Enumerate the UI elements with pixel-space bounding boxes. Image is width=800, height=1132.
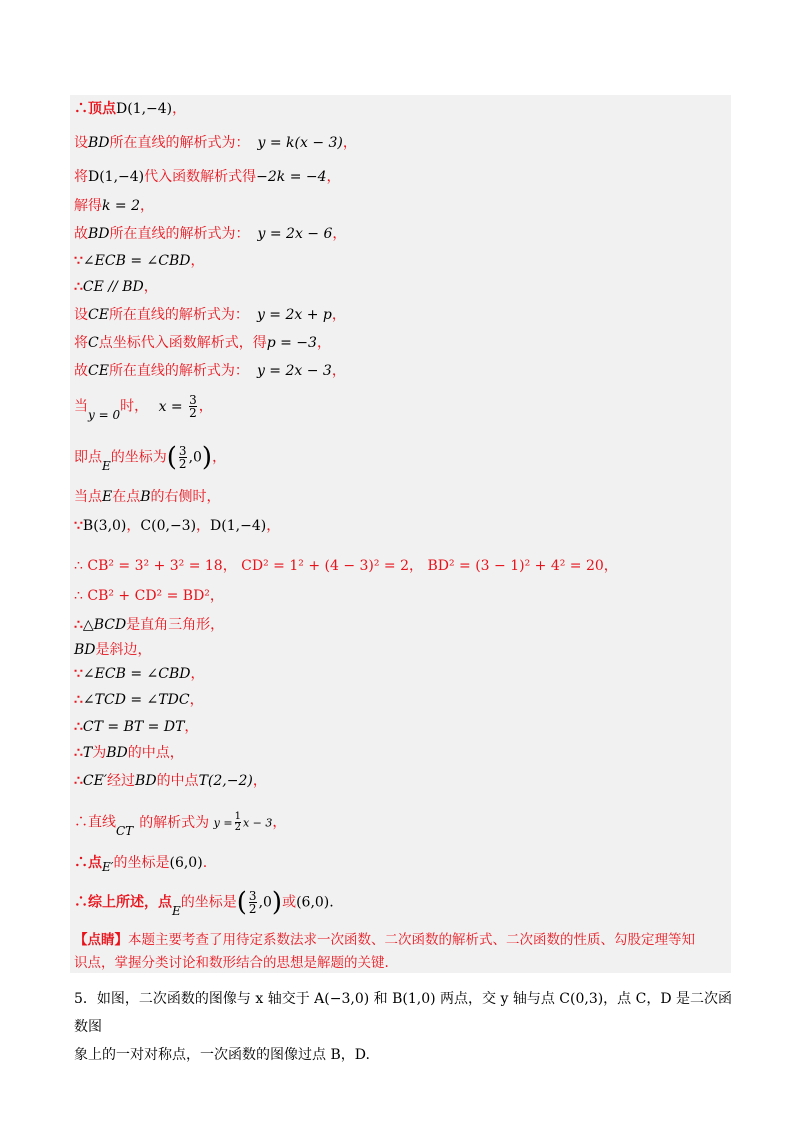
solution-line: ∴CE′经过BD的中点T(2,−2)， xyxy=(74,773,267,789)
fraction: $\frac{3}{2}$ xyxy=(178,444,187,471)
equation-line: ∴ CB² + CD² = BD²， xyxy=(74,588,224,604)
solution-line: ∴综上所述，点E的坐标是( $\frac{3}{2}$ ,0)或(6,0). xyxy=(74,887,334,918)
question-line: 象上的一对对称点，一次函数的图像过点 B，D. xyxy=(74,1047,370,1063)
solution-line: 当点E在点B的右侧时， xyxy=(74,489,221,505)
solution-line: 即点E的坐标为( $\frac{3}{2}$ ,0)， xyxy=(74,442,227,473)
solution-line: ∴顶点D(1,−4)， xyxy=(74,101,187,117)
question-5 xyxy=(74,985,734,1069)
solution-line: BD是斜边， xyxy=(74,642,152,658)
solution-line: ∴点E′的坐标是(6,0). xyxy=(74,855,208,874)
solution-line: 将D(1,−4)代入函数解析式得−2k = −4， xyxy=(74,169,341,185)
question-line: 5．如图，二次函数的图像与 x 轴交于 A(−3,0) 和 B(1,0) 两点，交 y 轴与点 C(0,3)，点 C，D 是二次函数图 xyxy=(74,991,733,1035)
solution-line: ∵B(3,0)，C(0,−3)，D(1,−4)， xyxy=(74,518,281,534)
solution-line: ∴CE // BD， xyxy=(74,279,158,295)
comment-line: 识点，掌握分类讨论和数形结合的思想是解题的关键. xyxy=(74,955,389,971)
fraction: $\frac{3}{2}$ xyxy=(248,889,257,916)
fraction: $\frac{3}{2}$ xyxy=(189,393,197,420)
equation-line: ∴ CB² = 3² + 3² = 18， CD² = 1² + (4 − 3)² = 2， BD² = (3 − 1)² + 4² = 20， xyxy=(74,558,618,574)
solution-line: 将C点坐标代入函数解析式，得p = −3， xyxy=(74,335,331,351)
fraction: $\frac{1}{2}$ xyxy=(234,811,241,833)
solution-line: ∴∠TCD = ∠TDC， xyxy=(74,692,204,708)
solution-line: 设CE所在直线的解析式为： y = 2x + p， xyxy=(74,307,346,323)
solution-line: ∴△BCD是直角三角形， xyxy=(74,617,225,633)
solution-line: ∵∠ECB = ∠CBD， xyxy=(74,666,205,682)
comment-line: 【点睛】本题主要考查了用待定系数法求一次函数、二次函数的解析式、二次函数的性质、勾股定理等知 xyxy=(74,932,695,948)
solution-line: 解得k = 2， xyxy=(74,198,155,214)
solution-line: ∴T为BD的中点， xyxy=(74,745,184,761)
solution-line: 当y = 0时， x = $\frac{3}{2}$ ， xyxy=(74,393,213,422)
solution-line: ∴CT = BT = DT， xyxy=(74,719,199,735)
solution-line: ∴直线CT 的解析式为 y = $\frac{1}{2}$ x − 3， xyxy=(74,811,287,838)
solution-line: 故CE所在直线的解析式为： y = 2x − 3， xyxy=(74,363,346,379)
solution-line: ∵∠ECB = ∠CBD， xyxy=(74,253,205,269)
solution-line: 故BD所在直线的解析式为： y = 2x − 6， xyxy=(74,226,347,242)
solution-line: 设BD所在直线的解析式为： y = k(x − 3)， xyxy=(74,135,357,151)
